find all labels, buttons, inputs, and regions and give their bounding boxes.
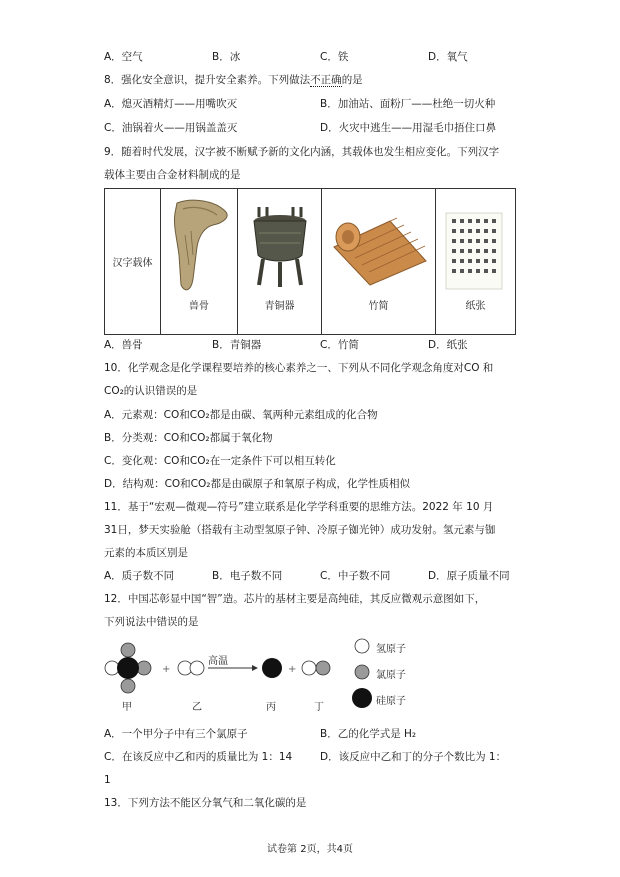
q9-option-a: A．兽骨 xyxy=(104,339,143,351)
q13-stem: 13．下列方法不能区分氧气和二氧化碳的是 xyxy=(104,797,307,809)
q8-stem-after: 的是 xyxy=(341,74,363,86)
q12-option-a: A．一个甲分子中有三个氯原子 xyxy=(104,728,248,740)
q9-caption-paper: 纸张 xyxy=(465,301,486,312)
q9-option-c: C．竹简 xyxy=(320,339,359,351)
reaction-diagram xyxy=(104,640,364,700)
atom-legend-shapes xyxy=(350,636,374,716)
molecule-jia xyxy=(105,643,151,693)
label-jia: 甲 xyxy=(122,702,132,713)
label-bing: 丙 xyxy=(266,702,276,713)
q10-stem-line2: CO₂的认识错误的是 xyxy=(104,385,198,397)
q9-stem-line2: 载体主要由合金材料制成的是 xyxy=(104,169,241,181)
q9-carrier-table xyxy=(104,188,516,335)
q7-option-d: D．氧气 xyxy=(428,51,468,63)
q7-option-b: B．冰 xyxy=(212,51,241,63)
q10-option-b: B．分类观：CO和CO₂都属于氧化物 xyxy=(104,432,273,444)
bronze-ding-image xyxy=(245,199,315,299)
svg-text:+: + xyxy=(162,664,171,675)
q11-stem-line2: 31日，梦天实验舱（搭载有主动型氢原子钟、冷原子铷光钟）成功发射。氢元素与铷 xyxy=(104,524,496,536)
q11-option-b: B．电子数不同 xyxy=(212,570,283,582)
q9-stem-line1: 9．随着时代发展，汉字被不断赋予新的文化内涵，其载体也发生相应变化。下列汉字 xyxy=(104,146,500,158)
q9-row-label: 汉字载体 xyxy=(105,189,161,335)
q9-option-d: D．纸张 xyxy=(428,339,468,351)
q8-option-a: A．熄灭酒精灯——用嘴吹灭 xyxy=(104,98,238,110)
bamboo-slips-image xyxy=(328,207,428,287)
q9-caption-bamboo: 竹简 xyxy=(368,301,389,312)
q12-option-c: C．在该反应中乙和丙的质量比为 1：14 xyxy=(104,751,293,763)
q7-option-c: C．铁 xyxy=(320,51,349,63)
q11-option-c: C．中子数不同 xyxy=(320,570,391,582)
q10-stem-line1: 10．化学观念是化学课程要培养的核心素养之一、下列从不同化学观念角度对CO 和 xyxy=(104,362,494,374)
q7-option-a: A．空气 xyxy=(104,51,143,63)
q8-stem xyxy=(104,73,363,87)
q8-option-d: D．火灾中逃生——用湿毛巾捂住口鼻 xyxy=(320,122,497,134)
label-yi: 乙 xyxy=(192,702,202,713)
q9-caption-bronze: 青铜器 xyxy=(264,301,295,312)
q12-option-d-continued: 1 xyxy=(104,774,111,786)
molecule-bing xyxy=(262,658,282,678)
q9-option-b: B．青铜器 xyxy=(212,339,262,351)
q9-cell-bone xyxy=(161,189,238,335)
q8-stem-emphasis: 不正确 xyxy=(310,74,342,86)
q12-stem-line1: 12．中国芯彰显中国“智”造。芯片的基材主要是高纯硅，其反应微观示意图如下， xyxy=(104,593,486,605)
q11-stem-line1: 11．基于“宏观—微观—符号”建立联系是化学学科重要的思维方法。2022 年 10 月 xyxy=(104,501,494,513)
label-ding: 丁 xyxy=(314,702,324,713)
q12-stem-line2: 下列说法中错误的是 xyxy=(104,616,199,628)
svg-text:+: + xyxy=(288,664,297,675)
q11-option-a: A．质子数不同 xyxy=(104,570,175,582)
q11-option-d: D．原子质量不同 xyxy=(428,570,510,582)
molecule-ding xyxy=(302,661,330,675)
q9-caption-bone: 兽骨 xyxy=(189,301,209,312)
reaction-condition: 高温 xyxy=(208,656,228,667)
q8-stem-before: 8．强化安全意识，提升安全素养。下列做法 xyxy=(104,74,311,86)
q12-option-b: B．乙的化学式是 H₂ xyxy=(320,728,417,740)
legend-chlorine: 氯原子 xyxy=(376,670,406,681)
legend-hydrogen: 氢原子 xyxy=(376,644,406,655)
q9-cell-bamboo xyxy=(322,189,436,335)
q12-option-d: D．该反应中乙和丁的分子个数比为 1： xyxy=(320,751,507,763)
q10-option-d: D．结构观：CO和CO₂都是由碳原子和氧原子构成，化学性质相似 xyxy=(104,478,410,490)
legend-silicon: 硅原子 xyxy=(376,696,406,707)
q10-option-a: A．元素观：CO和CO₂都是由碳、氧两种元素组成的化合物 xyxy=(104,409,378,421)
q9-cell-paper xyxy=(436,189,516,335)
molecule-yi xyxy=(178,661,204,675)
oracle-bone-image xyxy=(165,195,235,305)
q8-option-c: C．油锅着火——用锅盖盖灭 xyxy=(104,122,238,134)
paper-image xyxy=(444,211,504,291)
page-footer: 试卷第 2页，共4页 xyxy=(267,844,353,855)
q9-cell-bronze xyxy=(238,189,322,335)
q10-option-c: C．变化观：CO和CO₂在一定条件下可以相互转化 xyxy=(104,455,336,467)
q8-option-b: B．加油站、面粉厂——杜绝一切火种 xyxy=(320,98,496,110)
q11-stem-line3: 元素的本质区别是 xyxy=(104,547,188,559)
